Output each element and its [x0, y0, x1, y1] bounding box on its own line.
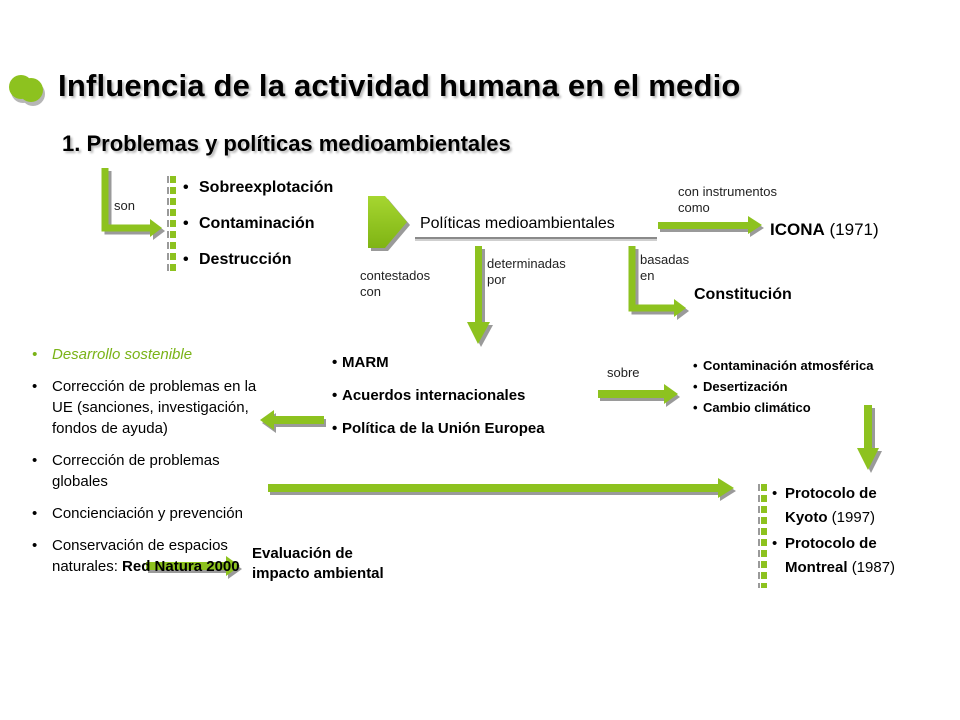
icona-year: (1971) — [829, 220, 879, 239]
evaluacion-line: impacto ambiental — [252, 565, 384, 582]
left-item-concienciacion: • Concienciación y prevención — [30, 503, 270, 524]
arrow-to-icona — [658, 216, 764, 237]
page-title: Influencia de la actividad humana en el medio — [58, 68, 741, 103]
instruments-list — [332, 346, 545, 445]
icona-node — [770, 220, 879, 240]
protocol-place: Kyoto — [785, 509, 828, 526]
issue-item: • Desertización — [693, 376, 874, 397]
left-actions-list — [30, 344, 270, 588]
bracket-problems — [168, 176, 173, 274]
problem-item: • Contaminación — [183, 206, 333, 242]
label-con-instrumentos — [678, 184, 777, 216]
protocol-item — [772, 482, 942, 530]
issue-item: • Contaminación atmosférica — [693, 355, 874, 376]
label-contestados — [360, 268, 430, 300]
problem-item: • Destrucción — [183, 242, 333, 278]
constitucion-node: Constitución — [694, 286, 792, 303]
label-sobre: sobre — [607, 365, 640, 380]
page-subtitle: 1. Problemas y políticas medioambientales — [62, 131, 511, 156]
label-determinadas — [487, 256, 566, 288]
left-item-desarrollo: • Desarrollo sostenible — [30, 344, 270, 365]
issue-item: • Cambio climático — [693, 397, 874, 418]
label-line: como — [678, 200, 710, 215]
protocols-list — [772, 482, 942, 582]
evaluacion-line: Evaluación de — [252, 545, 353, 562]
instrument-item: • Acuerdos internacionales — [332, 379, 545, 412]
policies-box-label: Políticas medioambientales — [420, 215, 615, 232]
label-line: determinadas — [487, 256, 566, 271]
protocol-year: (1997) — [831, 509, 876, 526]
protocol-name: Protocolo de — [785, 485, 877, 502]
red-natura-label: Red Natura 2000 — [122, 558, 240, 575]
title-bullet-icon — [9, 75, 45, 106]
instrument-item: • MARM — [332, 346, 545, 379]
protocol-item — [772, 532, 942, 580]
arrow-to-policies — [368, 196, 410, 251]
problem-item: • Sobreexplotación — [183, 170, 333, 206]
bracket-protocols — [759, 484, 764, 588]
label-basadas — [640, 252, 689, 284]
label-line: en — [640, 268, 655, 283]
label-line: con — [360, 284, 381, 299]
label-line: contestados — [360, 268, 431, 283]
arrow-global-to-protocols — [268, 478, 736, 501]
evaluacion-node — [252, 544, 384, 584]
label-line: basadas — [640, 252, 690, 267]
arrow-sobre — [598, 384, 680, 407]
protocol-name: Protocolo de — [785, 535, 877, 552]
label-line: con instrumentos — [678, 184, 777, 199]
policies-box-underline — [415, 213, 657, 239]
left-item-correccion-ue: • Corrección de problemas en la UE (sanciones, investigación, fondos de ayuda) — [30, 376, 270, 439]
instrument-item: • Política de la Unión Europea — [332, 412, 545, 445]
label-line: por — [487, 272, 506, 287]
left-item-conservacion-text: Conservación de espacios naturales: — [52, 537, 228, 575]
left-item-correccion-global: • Corrección de problemas globales — [30, 450, 270, 492]
protocol-place: Montreal — [785, 559, 848, 576]
icona-name: ICONA — [770, 220, 825, 239]
left-item-conservacion — [30, 535, 270, 577]
problems-list — [183, 170, 333, 278]
protocol-year: (1987) — [851, 559, 896, 576]
label-son: son — [114, 198, 135, 213]
global-issues-list — [693, 355, 874, 418]
